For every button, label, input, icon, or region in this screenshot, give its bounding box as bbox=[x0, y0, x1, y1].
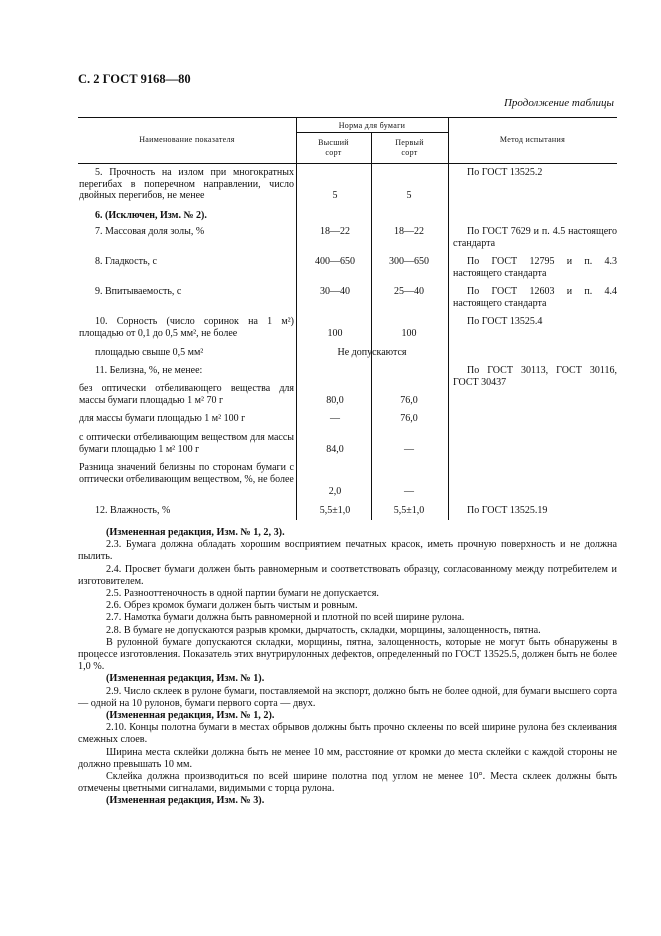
paragraph-2-7: 2.7. Намотка бумаги должна быть равномерной и плотной по всей ширине рулона. bbox=[106, 612, 465, 624]
table-row-name: 9. Впитываемость, с bbox=[95, 286, 182, 297]
table-row-name: без оптически отбеливающего вещества для массы бумаги площадью 1 м² 70 г bbox=[79, 383, 294, 406]
table-row-value-first: — bbox=[404, 444, 414, 455]
header-top-grade-line1: Высший bbox=[318, 138, 349, 147]
table-row-value-first: — bbox=[404, 486, 414, 497]
table-row-name: 11. Белизна, %, не менее: bbox=[95, 365, 203, 376]
table-row-value-first: 18—22 bbox=[394, 226, 424, 237]
table-row-name: для массы бумаги площадью 1 м² 100 г bbox=[79, 413, 246, 424]
table-row-name: 6. (Исключен, Изм. № 2). bbox=[95, 210, 207, 221]
table-row-name: 12. Влажность, % bbox=[95, 505, 171, 516]
table-row-value-top: 84,0 bbox=[326, 444, 344, 455]
table-row-method: По ГОСТ 12795 и п. 4.3 настоящего стандарта bbox=[453, 256, 617, 279]
paragraph-2-10-angle: Склейка должна производиться по всей ширине полотна под углом не менее 10°. Места склеек должны быть отмечены цветными сигналами, видимыми с торца рулона. bbox=[78, 771, 617, 795]
paragraph-2-3: 2.3. Бумага должна обладать хорошим восприятием печатных красок, иметь прочную поверхность и не должна пылить. bbox=[78, 539, 617, 563]
header-top-grade bbox=[296, 138, 371, 158]
table-row-value-top: 5 bbox=[332, 190, 338, 201]
table-row-name: площадью свыше 0,5 мм² bbox=[95, 347, 204, 358]
page-header: С. 2 ГОСТ 9168—80 bbox=[78, 72, 191, 86]
header-first-grade-line2: сорт bbox=[401, 148, 418, 157]
body-text bbox=[78, 527, 617, 808]
table-row-value-top: 400—650 bbox=[315, 256, 355, 267]
paragraph-2-5: 2.5. Разнооттеночность в одной партии бумаги не допускается. bbox=[106, 588, 379, 600]
table-row-method: По ГОСТ 13525.19 bbox=[467, 505, 548, 516]
table-row-value-first: 100 bbox=[401, 328, 417, 339]
column-divider-1 bbox=[296, 117, 297, 520]
header-first-grade bbox=[371, 138, 448, 158]
header-method: Метод испытания bbox=[499, 135, 566, 144]
table-row-value-first: 25—40 bbox=[394, 286, 424, 297]
header-top-grade-line2: сорт bbox=[325, 148, 342, 157]
amendment-note: (Измененная редакция, Изм. № 3). bbox=[106, 795, 265, 807]
amendment-note: (Измененная редакция, Изм. № 1, 2). bbox=[106, 710, 275, 722]
table-row-value-first: 5 bbox=[406, 190, 412, 201]
paragraph-2-8-cont: В рулонной бумаге допускаются складки, морщины, пятна, залощенность, которые не могут быть обнаружены в процессе изготовления. Показатель этих внутрирулонных дефектов, определенный по ГОСТ 13525.5, должен быть не более 1,0 %. bbox=[78, 636, 617, 673]
amendment-note: (Измененная редакция, Изм. № 1). bbox=[106, 673, 265, 685]
table-row-value-top: — bbox=[330, 413, 340, 424]
paragraph-2-8: 2.8. В бумаге не допускаются разрыв кромки, дырчатость, складки, морщины, залощенность, пятна. bbox=[106, 624, 541, 636]
table-row-method: По ГОСТ 30113, ГОСТ 30116, ГОСТ 30437 bbox=[453, 365, 617, 388]
table-row-name: с оптически отбеливающим веществом для массы бумаги площадью 1 м² 100 г bbox=[79, 432, 294, 455]
table-header-bottom-rule bbox=[78, 163, 617, 164]
table-row-value-top: 80,0 bbox=[326, 395, 344, 406]
amendment-note: (Измененная редакция, Изм. № 1, 2, 3). bbox=[106, 527, 285, 538]
table-row-value-top: 2,0 bbox=[328, 486, 342, 497]
table-row-value-top: 5,5±1,0 bbox=[319, 505, 351, 516]
table-row-value-top: 18—22 bbox=[320, 226, 350, 237]
table-row-value-first: 76,0 bbox=[400, 413, 418, 424]
paragraph-2-10-width: Ширина места склейки должна быть не менее 10 мм, расстояние от кромки до места склейки с каждой стороны не должно превышать 10 мм. bbox=[78, 746, 617, 770]
table-row-value-merged: Не допускаются bbox=[337, 347, 407, 358]
paragraph-2-10: 2.10. Концы полотна бумаги в местах обрывов должны быть прочно склеены по всей ширине рулона без склеивания смежных слоев. bbox=[78, 722, 617, 746]
table-top-rule bbox=[78, 117, 617, 118]
table-continuation-label: Продолжение таблицы bbox=[503, 97, 614, 109]
table-row-method: По ГОСТ 13525.2 bbox=[467, 167, 543, 178]
table-row-method: По ГОСТ 7629 и п. 4.5 настоящего стандарта bbox=[453, 226, 617, 249]
column-divider-3 bbox=[448, 117, 449, 520]
paragraph-2-6: 2.6. Обрез кромок бумаги должен быть чистым и ровным. bbox=[106, 600, 358, 612]
norm-header-rule bbox=[296, 132, 448, 133]
header-name: Наименование показателя bbox=[139, 135, 235, 144]
table-row-value-first: 300—650 bbox=[389, 256, 429, 267]
table-row-name: 5. Прочность на излом при многократных перегибах в поперечном направлении, число двойных перегибов, не менее bbox=[79, 167, 294, 201]
table-row-method: По ГОСТ 13525.4 bbox=[467, 316, 543, 327]
table-row-value-top: 30—40 bbox=[320, 286, 350, 297]
table-row-name: 8. Гладкость, с bbox=[95, 256, 157, 267]
table-row-method: По ГОСТ 12603 и п. 4.4 настоящего стандарта bbox=[453, 286, 617, 309]
header-norm: Норма для бумаги bbox=[338, 121, 406, 130]
table-row-name: Разница значений белизны по сторонам бумаги с оптически отбеливающим веществом, %, не более bbox=[79, 462, 294, 485]
table-row-name: 7. Массовая доля золы, % bbox=[95, 226, 205, 237]
table-row-value-first: 5,5±1,0 bbox=[393, 505, 425, 516]
paragraph-2-9: 2.9. Число склеек в рулоне бумаги, поставляемой на экспорт, должно быть не более одной, для бумаги высшего сорта — одной на 10 рулонов, бумаги первого сорта — двух. bbox=[78, 685, 617, 709]
table-row-name: 10. Сорность (число соринок на 1 м²) площадью от 0,1 до 0,5 мм², не более bbox=[79, 316, 294, 339]
table-row-value-top: 100 bbox=[327, 328, 343, 339]
header-first-grade-line1: Первый bbox=[395, 138, 424, 147]
table-row-value-first: 76,0 bbox=[400, 395, 418, 406]
paragraph-2-4: 2.4. Просвет бумаги должен быть равномерным и соответствовать образцу, согласованному между потребителем и изготовителем. bbox=[78, 563, 617, 587]
